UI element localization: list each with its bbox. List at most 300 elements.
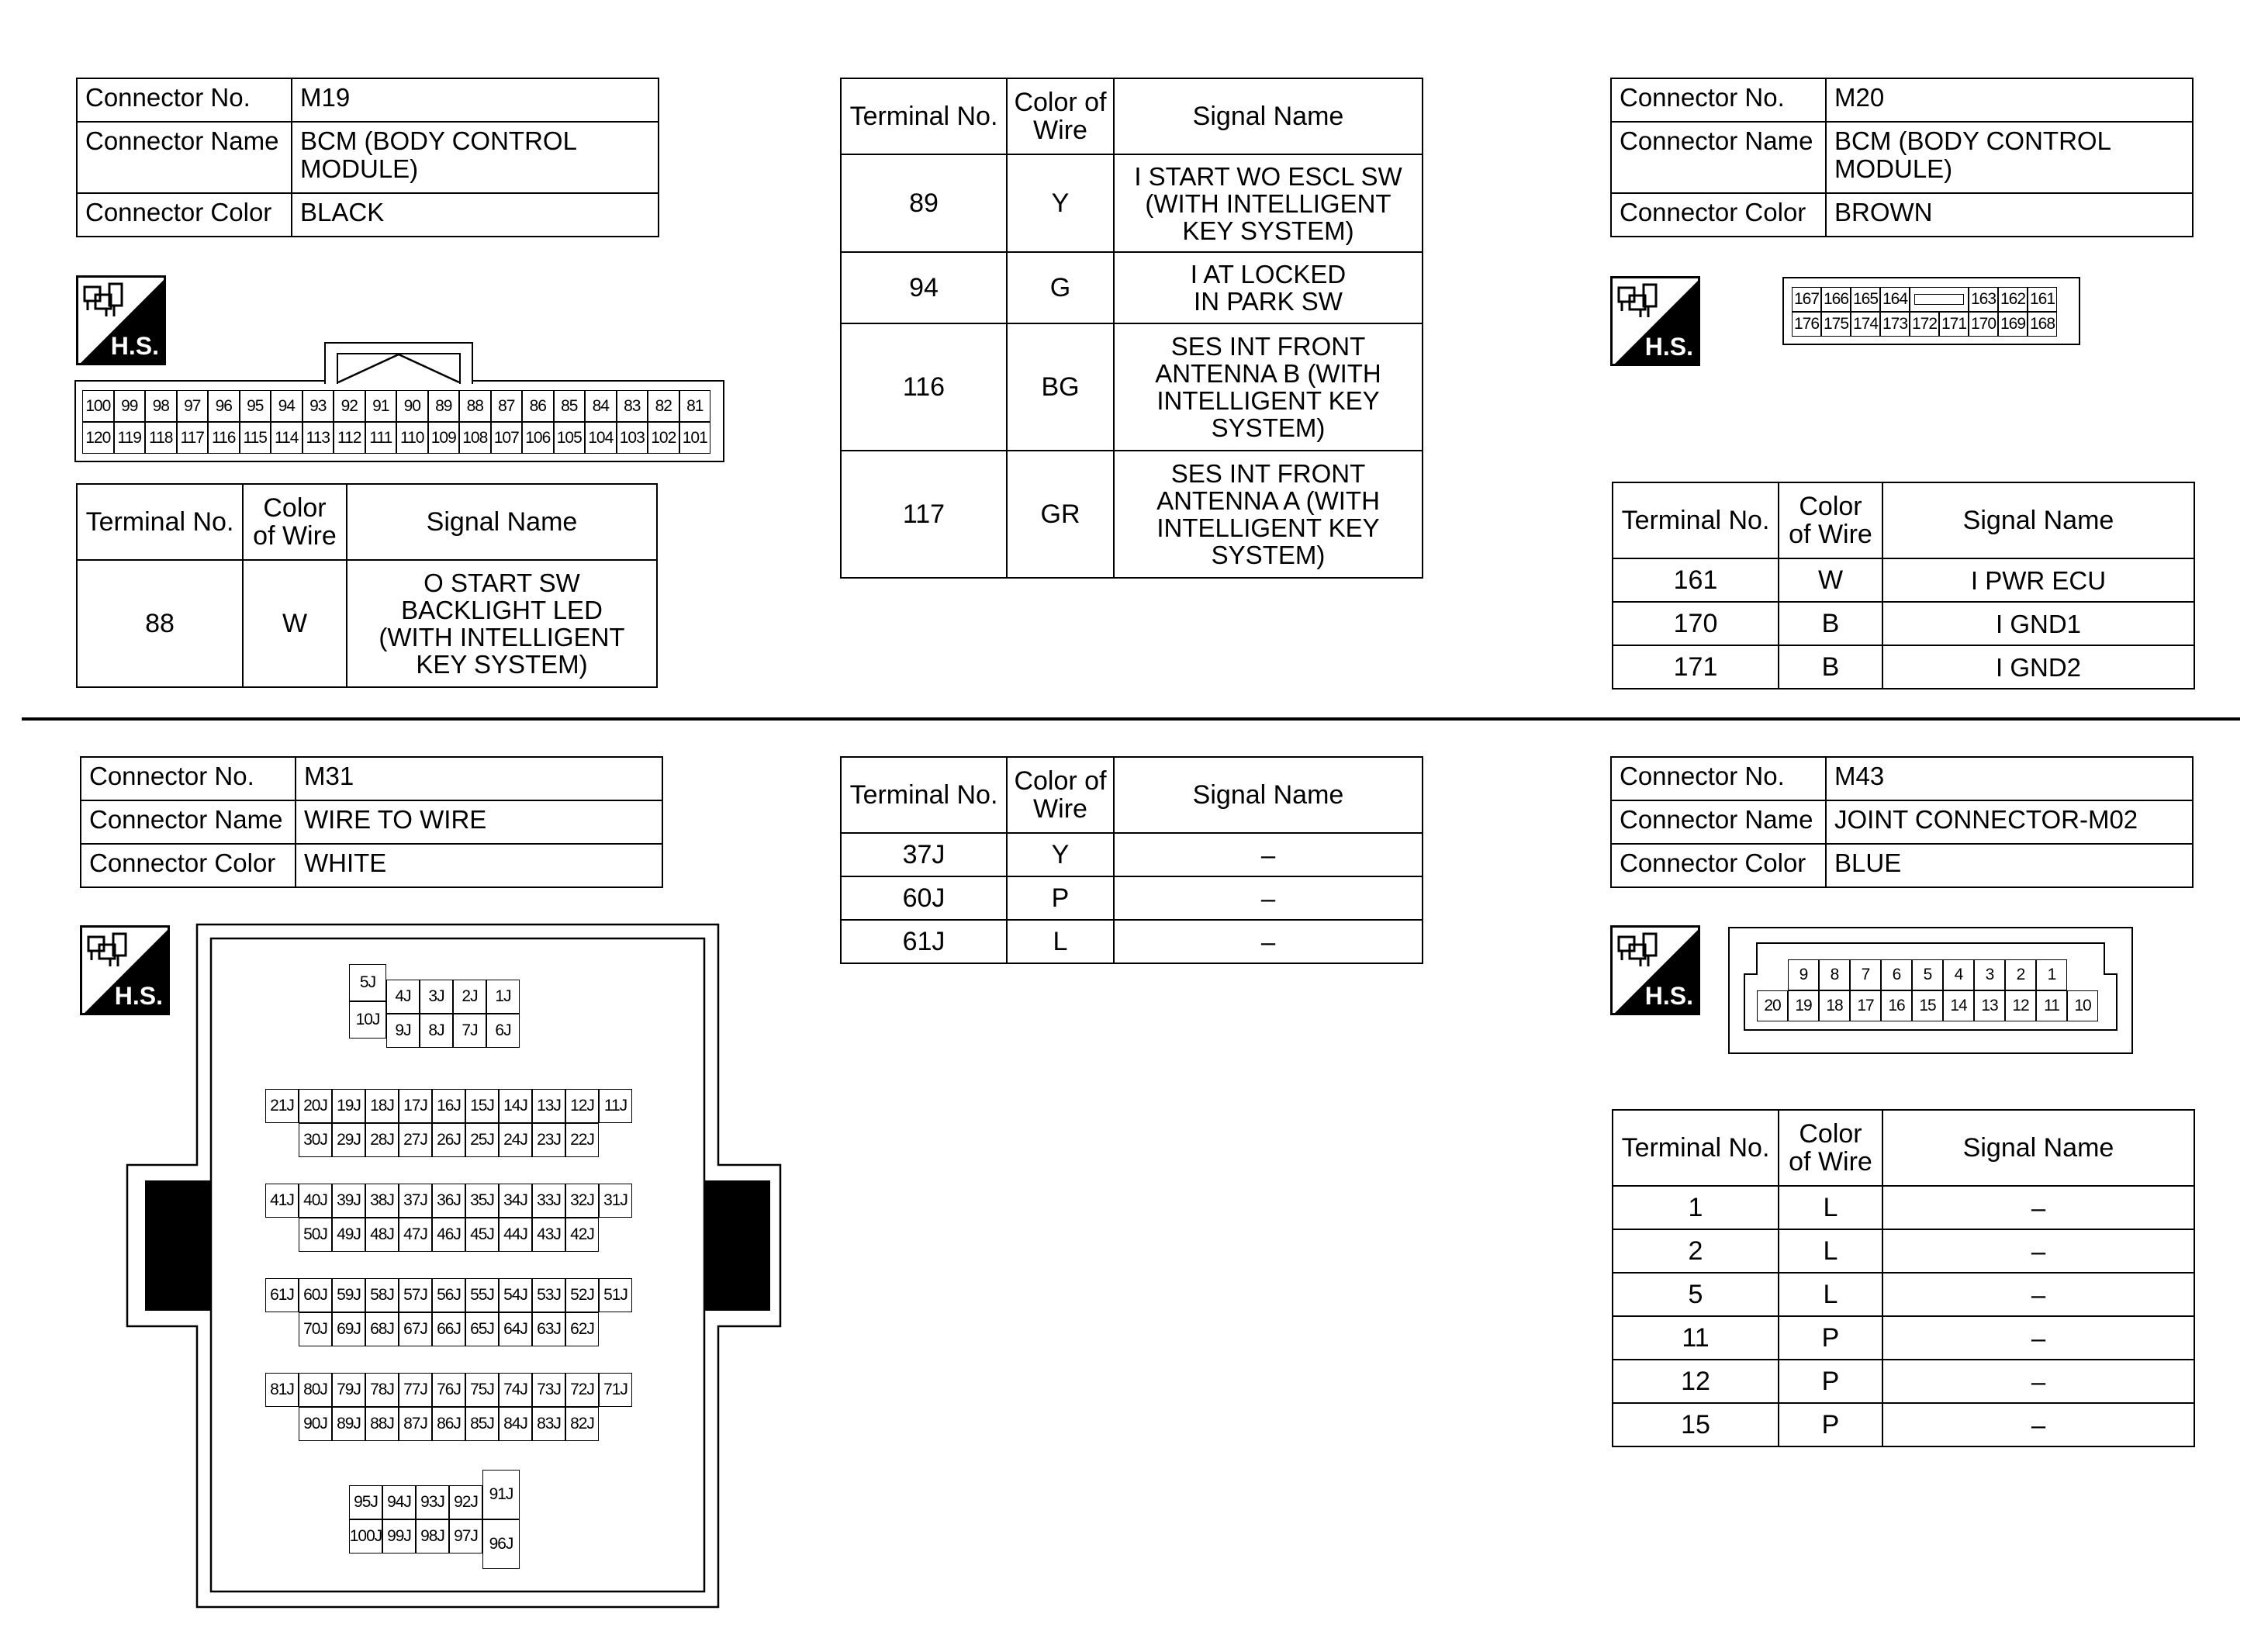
terminal-pin: 114 [271,422,303,454]
terminal-pin: 38J [365,1184,399,1218]
wire-color-cell: GR [1007,451,1114,578]
signal-cell: I PWR ECU [1882,558,2194,602]
terminal-no-header: Terminal No. [1613,1110,1779,1186]
terminal-pin: 96J [482,1519,520,1569]
signal-cell: O START SW BACKLIGHT LED (WITH INTELLIGENT KEY SYSTEM) [347,560,657,687]
terminal-pin: 88J [365,1407,399,1441]
terminal-pin: 1J [486,980,520,1014]
terminal-cell: 12 [1613,1360,1779,1403]
connector-color-value: BROWN [1826,193,2193,237]
table-row [841,833,1423,876]
terminal-pin: 14 [1943,990,1974,1021]
terminal-pin: 84J [499,1407,532,1441]
terminal-pin: 14J [499,1089,532,1123]
terminal-pin: 92 [334,390,365,422]
table-row [1613,1229,2194,1273]
signal-cell: – [1114,920,1423,963]
terminal-pin: 97 [177,390,209,422]
m19-latch [337,353,461,384]
terminal-pin: 39J [332,1184,365,1218]
terminal-pin: 40J [299,1184,332,1218]
terminal-pin: 50J [299,1218,332,1252]
wire-color-header: Color of Wire [1007,757,1114,833]
terminal-pin: 9 [1788,959,1819,990]
terminal-no-header: Terminal No. [1613,482,1779,558]
m43-connector-info [1610,756,2194,888]
table-row [1613,1273,2194,1316]
terminal-pin: 58J [365,1278,399,1312]
terminal-pin: 101 [679,422,711,454]
connector-no-label: Connector No. [81,757,296,800]
terminal-no-header: Terminal No. [77,484,243,560]
wire-color-cell: BG [1007,323,1114,451]
terminal-pin: 71J [599,1373,632,1407]
terminal-pin: 22J [565,1123,599,1157]
signal-cell: – [1114,833,1423,876]
wire-color-cell: Y [1007,154,1114,252]
terminal-pin: 4J [386,980,420,1014]
terminal-pin: 81 [679,390,711,422]
signal-cell: I GND1 [1882,602,2194,645]
table-row [841,876,1423,920]
table-row [841,451,1423,578]
connector-name-label: Connector Name [81,800,296,844]
terminal-pin: 83 [617,390,648,422]
table-row [1613,1360,2194,1403]
signal-cell: – [1882,1316,2194,1360]
terminal-pin: 53J [532,1278,565,1312]
terminal-pin: 74J [499,1373,532,1407]
terminal-pin: 15J [465,1089,499,1123]
terminal-pin: 164 [1880,287,1910,312]
m19-terminal-table [76,483,658,688]
terminal-pin: 77J [399,1373,432,1407]
terminal-pin: 80J [299,1373,332,1407]
table-row [1613,645,2194,689]
terminal-pin: 37J [399,1184,432,1218]
terminal-pin: 41J [265,1184,299,1218]
wire-color-cell: L [1779,1229,1882,1273]
terminal-cell: 88 [77,560,243,687]
terminal-pin: 85J [465,1407,499,1441]
terminal-pin: 69J [332,1312,365,1346]
terminal-pin: 76J [432,1373,465,1407]
wire-color-cell: W [1779,558,1882,602]
terminal-pin: 13J [532,1089,565,1123]
terminal-pin: 17J [399,1089,432,1123]
terminal-pin: 56J [432,1278,465,1312]
terminal-pin: 35J [465,1184,499,1218]
terminal-pin: 7J [453,1014,486,1048]
connector-color-label: Connector Color [1611,193,1826,237]
signal-cell: – [1882,1403,2194,1446]
terminal-pin: 87J [399,1407,432,1441]
terminal-cell: 37J [841,833,1007,876]
terminal-pin: 62J [565,1312,599,1346]
terminal-pin: 9J [386,1014,420,1048]
terminal-pin: 104 [585,422,617,454]
terminal-pin: 1 [2036,959,2067,990]
terminal-pin: 103 [617,422,648,454]
terminal-cell: 1 [1613,1186,1779,1229]
terminal-pin: 16 [1881,990,1912,1021]
terminal-pin: 8J [420,1014,453,1048]
terminal-pin: 59J [332,1278,365,1312]
terminal-cell: 5 [1613,1273,1779,1316]
signal-name-header: Signal Name [1114,78,1423,154]
terminal-pin: 99J [382,1519,416,1554]
terminal-pin: 172 [1910,312,1939,337]
wire-color-cell: L [1007,920,1114,963]
terminal-pin: 120 [82,422,114,454]
terminal-pin: 86 [522,390,554,422]
connector-color-value: WHITE [296,844,662,887]
table-row [1613,1403,2194,1446]
terminal-pin: 44J [499,1218,532,1252]
terminal-pin: 170 [1969,312,1998,337]
terminal-pin: 96 [208,390,240,422]
terminal-pin: 117 [177,422,209,454]
terminal-pin: 109 [428,422,460,454]
terminal-pin: 18 [1819,990,1850,1021]
terminal-pin: 33J [532,1184,565,1218]
connector-name-value: BCM (BODY CONTROL MODULE) [292,122,659,193]
terminal-pin: 95 [240,390,271,422]
wire-color-cell: P [1007,876,1114,920]
terminal-pin: 87 [491,390,523,422]
m43-pin-row-bottom [1757,990,2098,1021]
terminal-pin: 171 [1939,312,1969,337]
table-row [841,920,1423,963]
terminal-pin: 42J [565,1218,599,1252]
terminal-pin: 66J [432,1312,465,1346]
m43-pin-row-top [1788,959,2067,990]
terminal-pin: 108 [459,422,491,454]
terminal-cell: 171 [1613,645,1779,689]
connector-name-label: Connector Name [77,122,292,193]
terminal-pin: 19J [332,1089,365,1123]
terminal-pin: 2J [453,980,486,1014]
m20-terminal-table [1612,482,2195,689]
table-row [841,252,1423,323]
terminal-pin: 166 [1821,287,1851,312]
table-row [77,560,657,687]
terminal-pin: 49J [332,1218,365,1252]
connector-name-value: BCM (BODY CONTROL MODULE) [1826,122,2193,193]
terminal-pin: 21J [265,1089,299,1123]
wire-color-header: Color of Wire [1779,482,1882,558]
terminal-pin: 95J [349,1485,382,1519]
terminal-no-header: Terminal No. [841,757,1007,833]
wire-color-cell: B [1779,602,1882,645]
terminal-pin: 98 [145,390,177,422]
terminal-pin: 25J [465,1123,499,1157]
terminal-pin: 91 [365,390,397,422]
terminal-pin: 23J [532,1123,565,1157]
terminal-cell: 170 [1613,602,1779,645]
terminal-pin: 5 [1912,959,1943,990]
m31-terminal-table [840,756,1423,964]
signal-name-header: Signal Name [1114,757,1423,833]
wire-color-cell: P [1779,1403,1882,1446]
signal-name-header: Signal Name [347,484,657,560]
terminal-pin: 34J [499,1184,532,1218]
terminal-pin: 2 [2005,959,2036,990]
terminal-no-header: Terminal No. [841,78,1007,154]
terminal-cell: 161 [1613,558,1779,602]
terminal-pin: 100J [349,1519,382,1554]
terminal-pin: 107 [491,422,523,454]
signal-cell: – [1882,1273,2194,1316]
connector-name-value: WIRE TO WIRE [296,800,662,844]
table-row [841,154,1423,252]
m43-terminal-table [1612,1109,2195,1447]
terminal-pin: 93J [416,1485,449,1519]
terminal-cell: 15 [1613,1403,1779,1446]
terminal-pin: 94J [382,1485,416,1519]
connector-color-label: Connector Color [77,193,292,237]
signal-cell: – [1882,1186,2194,1229]
terminal-pin: 176 [1792,312,1821,337]
connector-no-value: M31 [296,757,662,800]
harness-side-icon [1610,925,1700,1015]
signal-cell: I GND2 [1882,645,2194,689]
terminal-pin: 83J [532,1407,565,1441]
terminal-pin: 100 [82,390,114,422]
signal-cell: I START WO ESCL SW (WITH INTELLIGENT KEY SYSTEM) [1114,154,1423,252]
terminal-pin: 93 [303,390,334,422]
terminal-cell: 61J [841,920,1007,963]
terminal-pin: 32J [565,1184,599,1218]
terminal-pin: 51J [599,1278,632,1312]
terminal-pin: 68J [365,1312,399,1346]
table-row [1613,1316,2194,1360]
terminal-pin: 16J [432,1089,465,1123]
hs-label: H.S. [1644,333,1693,361]
terminal-pin: 45J [465,1218,499,1252]
terminal-pin: 31J [599,1184,632,1218]
terminal-pin: 88 [459,390,491,422]
terminal-pin: 12J [565,1089,599,1123]
terminal-pin: 94 [271,390,303,422]
terminal-pin: 89J [332,1407,365,1441]
terminal-pin: 97J [449,1519,482,1554]
m20-pin-row-bottom [1792,312,2057,337]
terminal-pin: 11J [599,1089,632,1123]
terminal-pin: 175 [1821,312,1851,337]
terminal-pin: 82 [648,390,679,422]
terminal-pin: 30J [299,1123,332,1157]
terminal-pin: 163 [1969,287,1998,312]
terminal-cell: 11 [1613,1316,1779,1360]
signal-cell: SES INT FRONT ANTENNA B (WITH INTELLIGENT KEY SYSTEM) [1114,323,1423,451]
m19-pin-grid [82,390,710,454]
terminal-cell: 117 [841,451,1007,578]
terminal-pin: 169 [1998,312,2028,337]
signal-cell: SES INT FRONT ANTENNA A (WITH INTELLIGENT KEY SYSTEM) [1114,451,1423,578]
connector-name-label: Connector Name [1611,122,1826,193]
terminal-pin: 36J [432,1184,465,1218]
terminal-pin: 174 [1851,312,1880,337]
connector-name-label: Connector Name [1611,800,1826,844]
wire-color-cell: W [243,560,347,687]
terminal-pin: 27J [399,1123,432,1157]
terminal-pin: 64J [499,1312,532,1346]
wire-color-cell: G [1007,252,1114,323]
wire-color-cell: P [1779,1360,1882,1403]
terminal-pin: 73J [532,1373,565,1407]
wire-color-header: Color of Wire [1007,78,1114,154]
terminal-pin: 115 [240,422,271,454]
terminal-pin: 13 [1974,990,2005,1021]
harness-side-icon [76,275,166,365]
terminal-pin: 167 [1792,287,1821,312]
wire-color-cell: P [1779,1316,1882,1360]
terminal-pin: 7 [1850,959,1881,990]
terminal-pin: 105 [554,422,586,454]
connector-color-value: BLACK [292,193,659,237]
terminal-pin: 6J [486,1014,520,1048]
terminal-pin: 3J [420,980,453,1014]
terminal-pin: 110 [396,422,428,454]
table-row [1613,602,2194,645]
terminal-pin: 10 [2067,990,2098,1021]
terminal-pin: 91J [482,1470,520,1519]
signal-cell: – [1882,1360,2194,1403]
connector-no-label: Connector No. [77,78,292,122]
terminal-pin: 106 [522,422,554,454]
wire-color-cell: L [1779,1273,1882,1316]
terminal-pin: 90 [396,390,428,422]
terminal-cell: 60J [841,876,1007,920]
terminal-cell: 2 [1613,1229,1779,1273]
terminal-pin: 43J [532,1218,565,1252]
terminal-pin: 3 [1974,959,2005,990]
terminal-pin: 173 [1880,312,1910,337]
terminal-pin: 78J [365,1373,399,1407]
terminal-pin: 116 [208,422,240,454]
wire-color-cell: Y [1007,833,1114,876]
harness-side-icon [1610,276,1700,366]
signal-cell: I AT LOCKED IN PARK SW [1114,252,1423,323]
terminal-pin: 161 [2028,287,2057,312]
connector-no-value: M20 [1826,78,2193,122]
wire-color-cell: L [1779,1186,1882,1229]
table-row [1613,1186,2194,1229]
terminal-pin: 63J [532,1312,565,1346]
terminal-pin: 99 [114,390,146,422]
terminal-cell: 94 [841,252,1007,323]
terminal-pin: 20J [299,1089,332,1123]
terminal-pin: 26J [432,1123,465,1157]
terminal-pin: 4 [1943,959,1974,990]
terminal-pin: 112 [334,422,365,454]
terminal-pin: 11 [2036,990,2067,1021]
terminal-pin: 15 [1912,990,1943,1021]
terminal-pin: 113 [303,422,334,454]
terminal-pin: 65J [465,1312,499,1346]
m20-key-slot [1910,287,1969,312]
table-row [1613,558,2194,602]
m20-connector-info [1610,78,2194,237]
m19-cont-terminal-table [840,78,1423,579]
hs-label: H.S. [110,332,159,360]
terminal-pin: 70J [299,1312,332,1346]
terminal-pin: 102 [648,422,679,454]
terminal-pin: 86J [432,1407,465,1441]
terminal-pin: 75J [465,1373,499,1407]
connector-color-label: Connector Color [81,844,296,887]
terminal-pin: 47J [399,1218,432,1252]
terminal-pin: 12 [2005,990,2036,1021]
terminal-cell: 89 [841,154,1007,252]
wire-color-header: Color of Wire [243,484,347,560]
terminal-pin: 118 [145,422,177,454]
terminal-pin: 89 [428,390,460,422]
table-row [841,323,1423,451]
connector-name-value: JOINT CONNECTOR-M02 [1826,800,2193,844]
hs-label: H.S. [114,982,163,1010]
terminal-cell: 116 [841,323,1007,451]
terminal-pin: 46J [432,1218,465,1252]
wire-color-cell: B [1779,645,1882,689]
connector-color-label: Connector Color [1611,844,1826,887]
terminal-pin: 165 [1851,287,1880,312]
terminal-pin: 72J [565,1373,599,1407]
terminal-pin: 111 [365,422,397,454]
terminal-pin: 61J [265,1278,299,1312]
terminal-pin: 67J [399,1312,432,1346]
terminal-pin: 17 [1850,990,1881,1021]
terminal-pin: 79J [332,1373,365,1407]
terminal-pin: 82J [565,1407,599,1441]
section-divider [22,717,2240,721]
terminal-pin: 84 [585,390,617,422]
terminal-pin: 20 [1757,990,1788,1021]
terminal-pin: 8 [1819,959,1850,990]
connector-no-value: M19 [292,78,659,122]
terminal-pin: 48J [365,1218,399,1252]
terminal-pin: 5J [349,964,386,1001]
terminal-pin: 98J [416,1519,449,1554]
connector-color-value: BLUE [1826,844,2193,887]
m20-pin-row-top [1792,287,2057,312]
terminal-pin: 55J [465,1278,499,1312]
terminal-pin: 24J [499,1123,532,1157]
signal-name-header: Signal Name [1882,1110,2194,1186]
connector-no-value: M43 [1826,757,2193,800]
terminal-pin: 57J [399,1278,432,1312]
terminal-pin: 119 [114,422,146,454]
terminal-pin: 28J [365,1123,399,1157]
m31-connector-info [80,756,663,888]
terminal-pin: 19 [1788,990,1819,1021]
connector-no-label: Connector No. [1611,757,1826,800]
terminal-pin: 90J [299,1407,332,1441]
m19-connector-info [76,78,659,237]
terminal-pin: 18J [365,1089,399,1123]
terminal-pin: 60J [299,1278,332,1312]
terminal-pin: 85 [554,390,586,422]
terminal-pin: 92J [449,1485,482,1519]
hs-label: H.S. [1644,982,1693,1010]
terminal-pin: 54J [499,1278,532,1312]
signal-cell: – [1114,876,1423,920]
terminal-pin: 168 [2028,312,2057,337]
wire-color-header: Color of Wire [1779,1110,1882,1186]
terminal-pin: 162 [1998,287,2028,312]
terminal-pin: 6 [1881,959,1912,990]
